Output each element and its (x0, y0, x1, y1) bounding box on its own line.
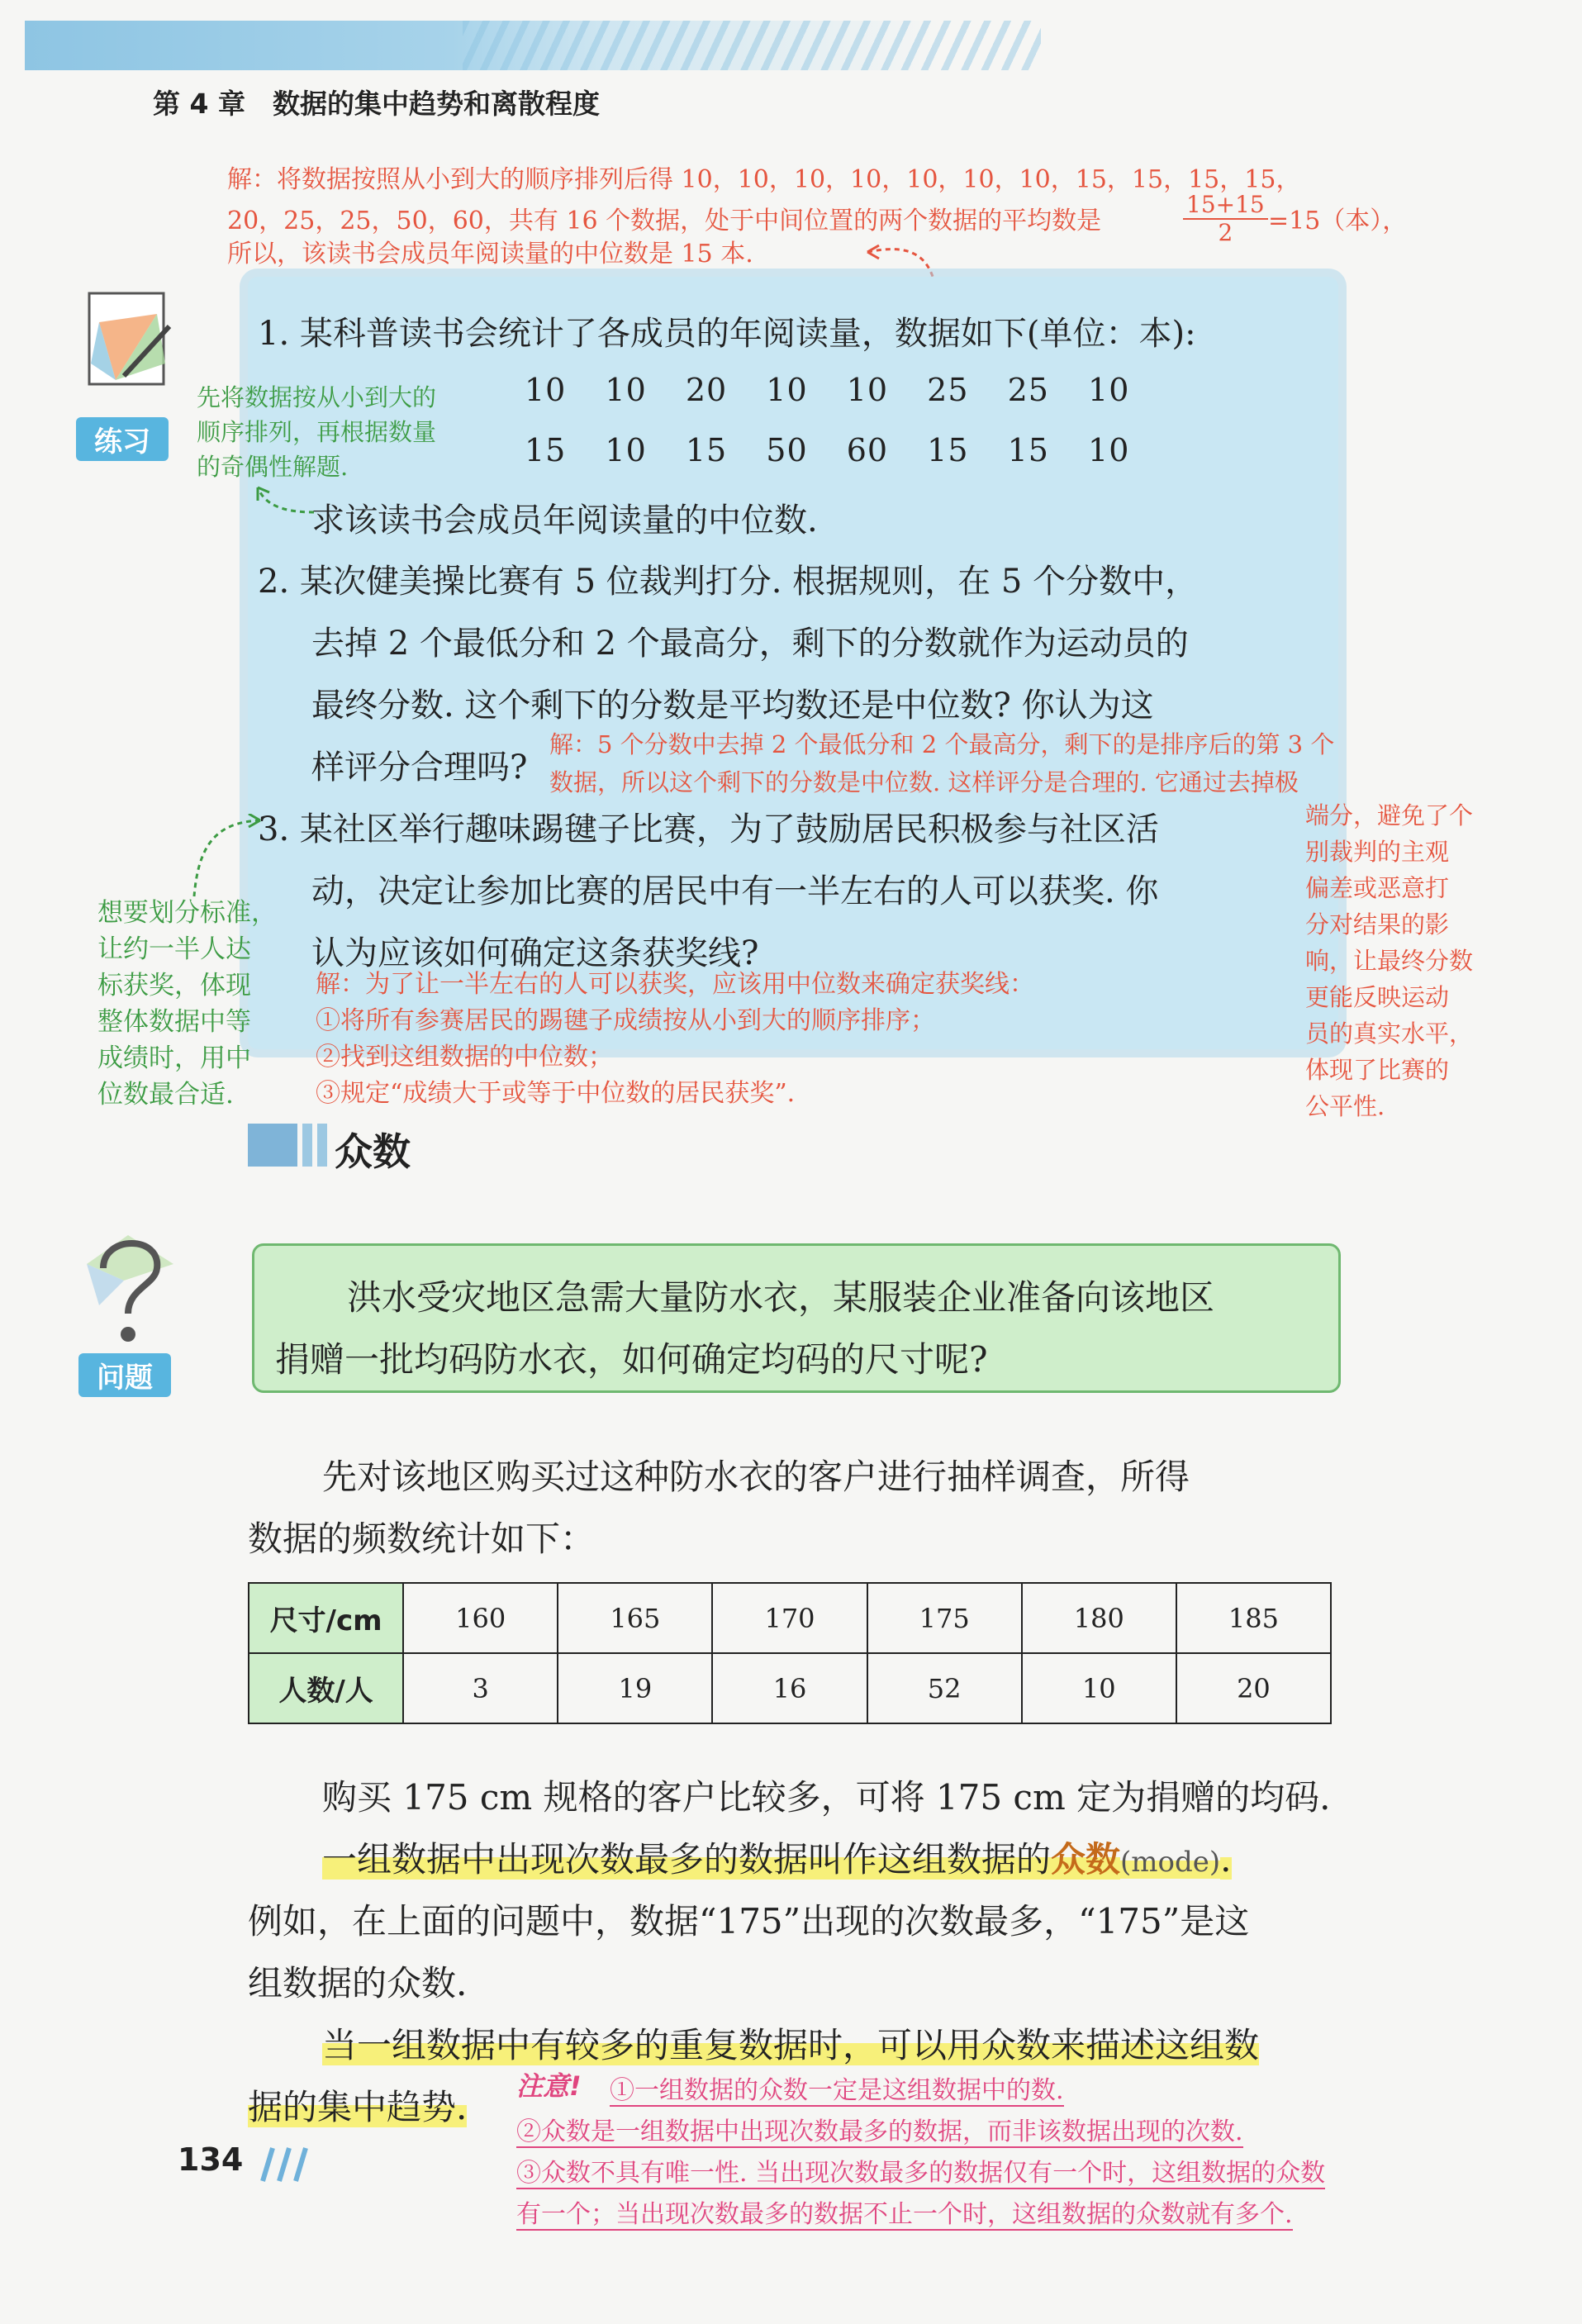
table-cell: 175 (867, 1583, 1022, 1653)
table-cell: 16 (712, 1653, 867, 1723)
note-line-3 (516, 2152, 1325, 2189)
fraction-result: =15（本）， (1268, 207, 1408, 235)
table-cell: 52 (867, 1653, 1022, 1723)
practice-tag: 练习 (76, 417, 169, 461)
example-line-2: 组数据的众数. (248, 1963, 468, 2003)
definition-term: 众数 (1051, 1839, 1121, 1880)
answer-line-3: 所以，该读书会成员年阅读量的中位数是 15 本. (227, 240, 753, 269)
page-number-slashes (248, 2144, 310, 2185)
q2-answer-right-line: 公平性. (1305, 1092, 1385, 1120)
row-header-size: 尺寸/cm (249, 1583, 403, 1653)
q1-data-row-1: 10 10 20 10 10 25 25 10 (525, 372, 1130, 408)
q2-answer-line: 解：5 个分数中去掉 2 个最低分和 2 个最高分，剩下的是排序后的第 3 个 (549, 730, 1335, 758)
intro-line-1: 先对该地区购买过这种防水衣的客户进行抽样调查，所得 (322, 1457, 1190, 1497)
example-line-1: 例如，在上面的问题中，数据“175”出现的次数最多，“175”是这 (248, 1901, 1250, 1941)
note-line-4 (516, 2193, 1293, 2230)
arrow-to-q3-icon (182, 814, 264, 905)
q3-answer-line: ③规定“成绩大于或等于中位数的居民获奖”. (316, 1079, 796, 1108)
table-row (249, 1583, 1331, 1653)
header-stripes (463, 21, 1041, 70)
note-text: ①一组数据的众数一定是这组数据中的数. (610, 2076, 1064, 2105)
q2-line-4: 样评分合理吗? (311, 749, 528, 787)
definition (322, 1832, 1232, 1882)
question-tag: 问题 (78, 1353, 171, 1397)
table-cell: 20 (1176, 1653, 1331, 1723)
frequency-table (248, 1582, 1332, 1724)
q2-answer-line: 数据，所以这个剩下的分数是中位数. 这样评分是合理的. 它通过去掉极 (549, 768, 1299, 796)
table-cell: 170 (712, 1583, 867, 1653)
q2-line-3: 最终分数. 这个剩下的分数是平均数还是中位数? 你认为这 (311, 687, 1154, 725)
q2-answer (549, 725, 1334, 801)
q3-answer-line: 解：为了让一半左右的人可以获奖，应该用中位数来确定获奖线： (316, 970, 1034, 999)
pencil-paper-icon (66, 273, 190, 405)
q2-answer-right-line: 响，让最终分数 (1305, 947, 1474, 975)
note-text: ②众数是一组数据中出现次数最多的数据，而非该数据出现的次数. (516, 2117, 1243, 2146)
q3-answer (316, 967, 1034, 1112)
table-cell: 180 (1022, 1583, 1176, 1653)
q2-line-1: 2. 某次健美操比赛有 5 位裁判打分. 根据规则，在 5 个分数中， (258, 563, 1199, 601)
row-header-count: 人数/人 (249, 1653, 403, 1723)
usage-line-1 (322, 2018, 1259, 2068)
question-line-2: 捐赠一批均码防水衣，如何确定均码的尺寸呢? (275, 1339, 988, 1380)
side-note-line: 先将数据按从小到大的 (197, 383, 437, 411)
table-cell: 185 (1176, 1583, 1331, 1653)
q1-text: 1. 某科普读书会统计了各成员的年阅读量，数据如下(单位：本): (258, 315, 1196, 353)
intro-line-2: 数据的频数统计如下： (248, 1518, 596, 1559)
table-cell: 3 (403, 1653, 558, 1723)
section-title: 众数 (335, 1129, 411, 1174)
q2-answer-right-line: 体现了比赛的 (1305, 1056, 1450, 1084)
q1-ask: 求该读书会成员年阅读量的中位数. (311, 501, 818, 539)
usage-line-2 (248, 2080, 467, 2130)
q2-answer-right (1305, 797, 1473, 1124)
q3-side-note-line: 想要划分标准， (97, 898, 277, 928)
q2-answer-right-line: 员的真实水平， (1305, 1019, 1474, 1048)
side-note-sort (197, 380, 436, 484)
q3-side-note-line: 成绩时，用中 (97, 1043, 251, 1073)
q2-line-2: 去掉 2 个最低分和 2 个最高分，剩下的分数就作为运动员的 (311, 625, 1189, 663)
table-cell: 10 (1022, 1653, 1176, 1723)
q3-side-note (97, 895, 277, 1113)
q3-side-note-line: 标获奖，体现 (97, 971, 251, 1000)
usage-text: 据的集中趋势. (248, 2087, 468, 2127)
table-cell: 19 (558, 1653, 712, 1723)
q2-answer-right-line: 别裁判的主观 (1305, 838, 1450, 866)
definition-end: . (1220, 1839, 1232, 1880)
side-note-line: 顺序排列，再根据数量 (197, 418, 437, 446)
fraction (1183, 192, 1268, 246)
q2-answer-right-line: 偏差或恶意打 (1305, 874, 1450, 902)
note-label: 注意! (516, 2070, 582, 2102)
q3-line-3: 认为应该如何确定这条获奖线? (311, 934, 759, 972)
q3-side-note-line: 整体数据中等 (97, 1007, 251, 1037)
usage-text: 当一组数据中有较多的重复数据时，可以用众数来描述这组数 (322, 2025, 1260, 2065)
q2-answer-right-line: 更能反映运动 (1305, 983, 1450, 1011)
answer-line-2: 20，25，25，50，60，共有 16 个数据，处于中间位置的两个数据的平均数是 (227, 207, 1102, 235)
note-line-1 (610, 2070, 1064, 2106)
chapter-title: 第 4 章 数据的集中趋势和离散程度 (153, 88, 600, 120)
table-cell: 165 (558, 1583, 712, 1653)
definition-english: (mode) (1120, 1846, 1221, 1879)
page-number: 134 (178, 2141, 244, 2178)
q3-side-note-line: 让约一半人达 (97, 934, 251, 964)
q3-line-1: 3. 某社区举行趣味踢毽子比赛，为了鼓励居民积极参与社区活 (258, 810, 1159, 848)
note-text: ③众数不具有唯一性. 当出现次数最多的数据仅有一个时，这组数据的众数 (516, 2159, 1326, 2188)
note-line-2 (516, 2111, 1243, 2147)
side-note-line: 的奇偶性解题. (197, 453, 349, 481)
note-text: 有一个；当出现次数最多的数据不止一个时，这组数据的众数就有多个. (516, 2200, 1293, 2229)
q2-answer-right-line: 端分，避免了个 (1305, 801, 1474, 829)
q3-answer-line: ②找到这组数据的中位数； (316, 1043, 613, 1072)
section-bars-icon (248, 1124, 332, 1170)
after-table-text: 购买 175 cm 规格的客户比较多，可将 175 cm 定为捐赠的均码. (322, 1777, 1331, 1818)
q2-answer-right-line: 分对结果的影 (1305, 910, 1450, 939)
q1-data-row-2: 15 10 15 50 60 15 15 10 (525, 432, 1130, 468)
q3-answer-line: ①将所有参赛居民的踢毽子成绩按从小到大的顺序排序； (316, 1006, 935, 1035)
definition-text: 一组数据中出现次数最多的数据叫作这组数据的 (322, 1839, 1052, 1880)
table-cell: 160 (403, 1583, 558, 1653)
q3-side-note-line: 位数最合适. (97, 1080, 234, 1110)
answer-line-1: 解：将数据按照从小到大的顺序排列后得 10，10，10，10，10，10，10，15，15，15，15， (227, 165, 1301, 194)
question-mark-icon (74, 1223, 182, 1347)
question-line-1: 洪水受灾地区急需大量防水衣，某服装企业准备向该地区 (347, 1277, 1215, 1318)
table-row (249, 1653, 1331, 1723)
fraction-numerator: 15+15 (1183, 192, 1268, 220)
fraction-denominator: 2 (1218, 219, 1233, 246)
q3-line-2: 动，决定让参加比赛的居民中有一半左右的人可以获奖. 你 (311, 872, 1159, 910)
